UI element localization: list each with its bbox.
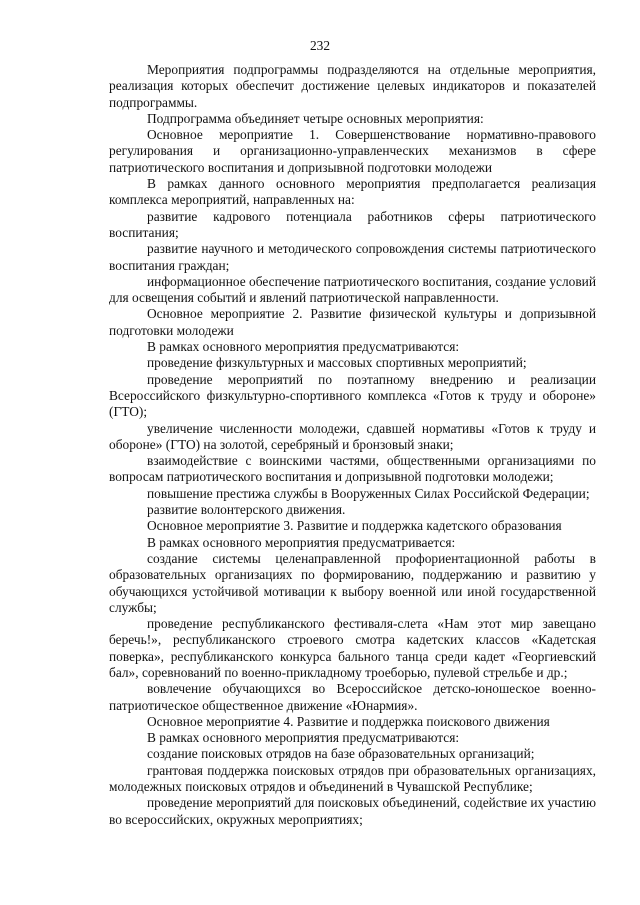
list-item: развитие волонтерского движения. [147,502,346,518]
section-heading: Основное мероприятие 1. Совершенствование нормативно-правового регулирования и организационно-управленческих механизмов в сфере патриотического воспитания и допризывной подготовки молодежи [109,127,596,175]
list-item: проведение физкультурных и массовых спортивных мероприятий; [147,355,527,371]
list-item: вовлечение обучающихся во Всероссийское детско-юношеское военно-патриотическое общественное движение «Юнармия». [109,681,596,713]
list-item: проведение мероприятий для поисковых объединений, содействие их участию во всероссийских, окружных мероприятиях; [109,795,596,827]
section-heading: Основное мероприятие 2. Развитие физической культуры и допризывной подготовки молодежи [109,306,596,338]
list-item: проведение республиканского фестиваля-слета «Нам этот мир завещано беречь!», республиканского строевого смотра кадетских классов «Кадетская поверка», республиканского конкурса бального танца среди кадет «Георгиевский бал», соревнований по военно-прикладному троеборью, пулевой стрельбе и др.; [109,616,596,680]
section-heading: Основное мероприятие 4. Развитие и поддержка поискового движения [147,713,550,729]
document-body [109,62,596,828]
list-item: проведение мероприятий по поэтапному внедрению и реализации Всероссийского физкультурно-спортивного комплекса «Готов к труду и обороне» (ГТО); [109,371,596,420]
section-heading: Основное мероприятие 3. Развитие и поддержка кадетского образования [147,518,562,534]
list-item: информационное обеспечение патриотического воспитания, создание условий для освещения событий и явлений патриотической направленности. [109,273,596,306]
paragraph: В рамках основного мероприятия предусматриваются: [147,730,460,746]
paragraph: В рамках данного основного мероприятия предполагается реализация комплекса мероприятий, направленных на: [109,176,596,208]
list-item: взаимодействие с воинскими частями, общественными организациями по вопросам патриотического воспитания и допризывной подготовки молодежи; [109,453,596,485]
page-number: 232 [309,38,331,53]
list-item: развитие кадрового потенциала работников сферы патриотического воспитания; [109,208,596,240]
list-item: увеличение численности молодежи, сдавшей нормативы «Готов к труду и обороне» (ГТО) на золотой, серебряный и бронзовый знаки; [109,420,596,452]
paragraph: Подпрограмма объединяет четыре основных мероприятия: [147,110,484,126]
paragraph: Мероприятия подпрограммы подразделяются на отдельные мероприятия, реализация которых обеспечит достижение целевых индикаторов и показателей подпрограммы. [109,62,596,110]
list-item: повышение престижа службы в Вооруженных Силах Российской Федерации; [147,485,590,501]
paragraph: В рамках основного мероприятия предусматривается: [147,534,456,550]
list-item: создание поисковых отрядов на базе образовательных организаций; [147,746,535,762]
paragraph: В рамках основного мероприятия предусматриваются: [147,339,460,355]
list-item: создание системы целенаправленной профориентационной работы в образовательных организациях по формированию, поддержанию и развитию у обучающихся устойчивой мотивации к выбору военной или иной государственной службы; [109,550,596,615]
list-item: грантовая поддержка поисковых отрядов при образовательных организациях, молодежных поисковых отрядов и объединений в Чувашской Республике; [109,762,596,795]
list-item: развитие научного и методического сопровождения системы патриотического воспитания граждан; [109,241,596,273]
